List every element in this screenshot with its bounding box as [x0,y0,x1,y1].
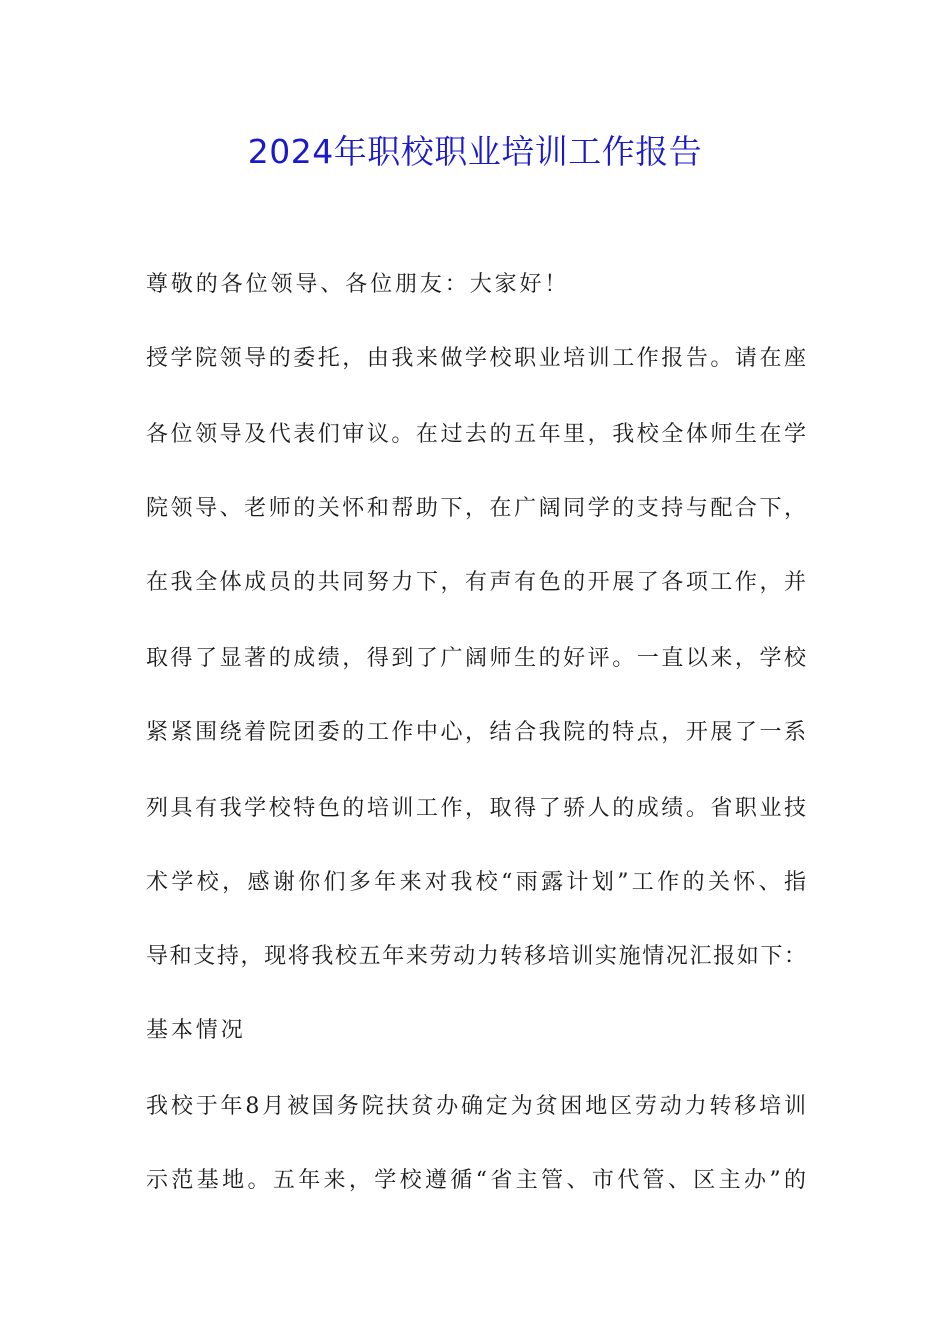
document-title: 2024年职校职业培训工作报告 [247,132,703,171]
body-line: 示范基地。五年来，学校遵循“省主管、市代管、区主办”的 [146,1168,806,1193]
body-line: 列具有我学校特色的培训工作，取得了骄人的成绩。省职业技 [146,796,806,821]
body-line: 导和支持，现将我校五年来劳动力转移培训实施情况汇报如下： [146,944,806,969]
body-line: 在我全体成员的共同努力下，有声有色的开展了各项工作，并 [146,570,806,595]
body-line: 院领导、老师的关怀和帮助下，在广阔同学的支持与配合下， [146,496,806,521]
salutation-line: 尊敬的各位领导、各位朋友：大家好！ [146,272,570,297]
section-heading: 基本情况 [146,1018,246,1043]
body-line: 授学院领导的委托，由我来做学校职业培训工作报告。请在座 [146,346,806,371]
body-line: 术学校，感谢你们多年来对我校“雨露计划”工作的关怀、指 [146,870,806,895]
body-line: 取得了显著的成绩，得到了广阔师生的好评。一直以来，学校 [146,646,806,671]
body-line: 紧紧围绕着院团委的工作中心，结合我院的特点，开展了一系 [146,720,806,745]
body-line: 我校于年8月被国务院扶贫办确定为贫困地区劳动力转移培训 [146,1094,806,1119]
body-line: 各位领导及代表们审议。在过去的五年里，我校全体师生在学 [146,422,806,447]
